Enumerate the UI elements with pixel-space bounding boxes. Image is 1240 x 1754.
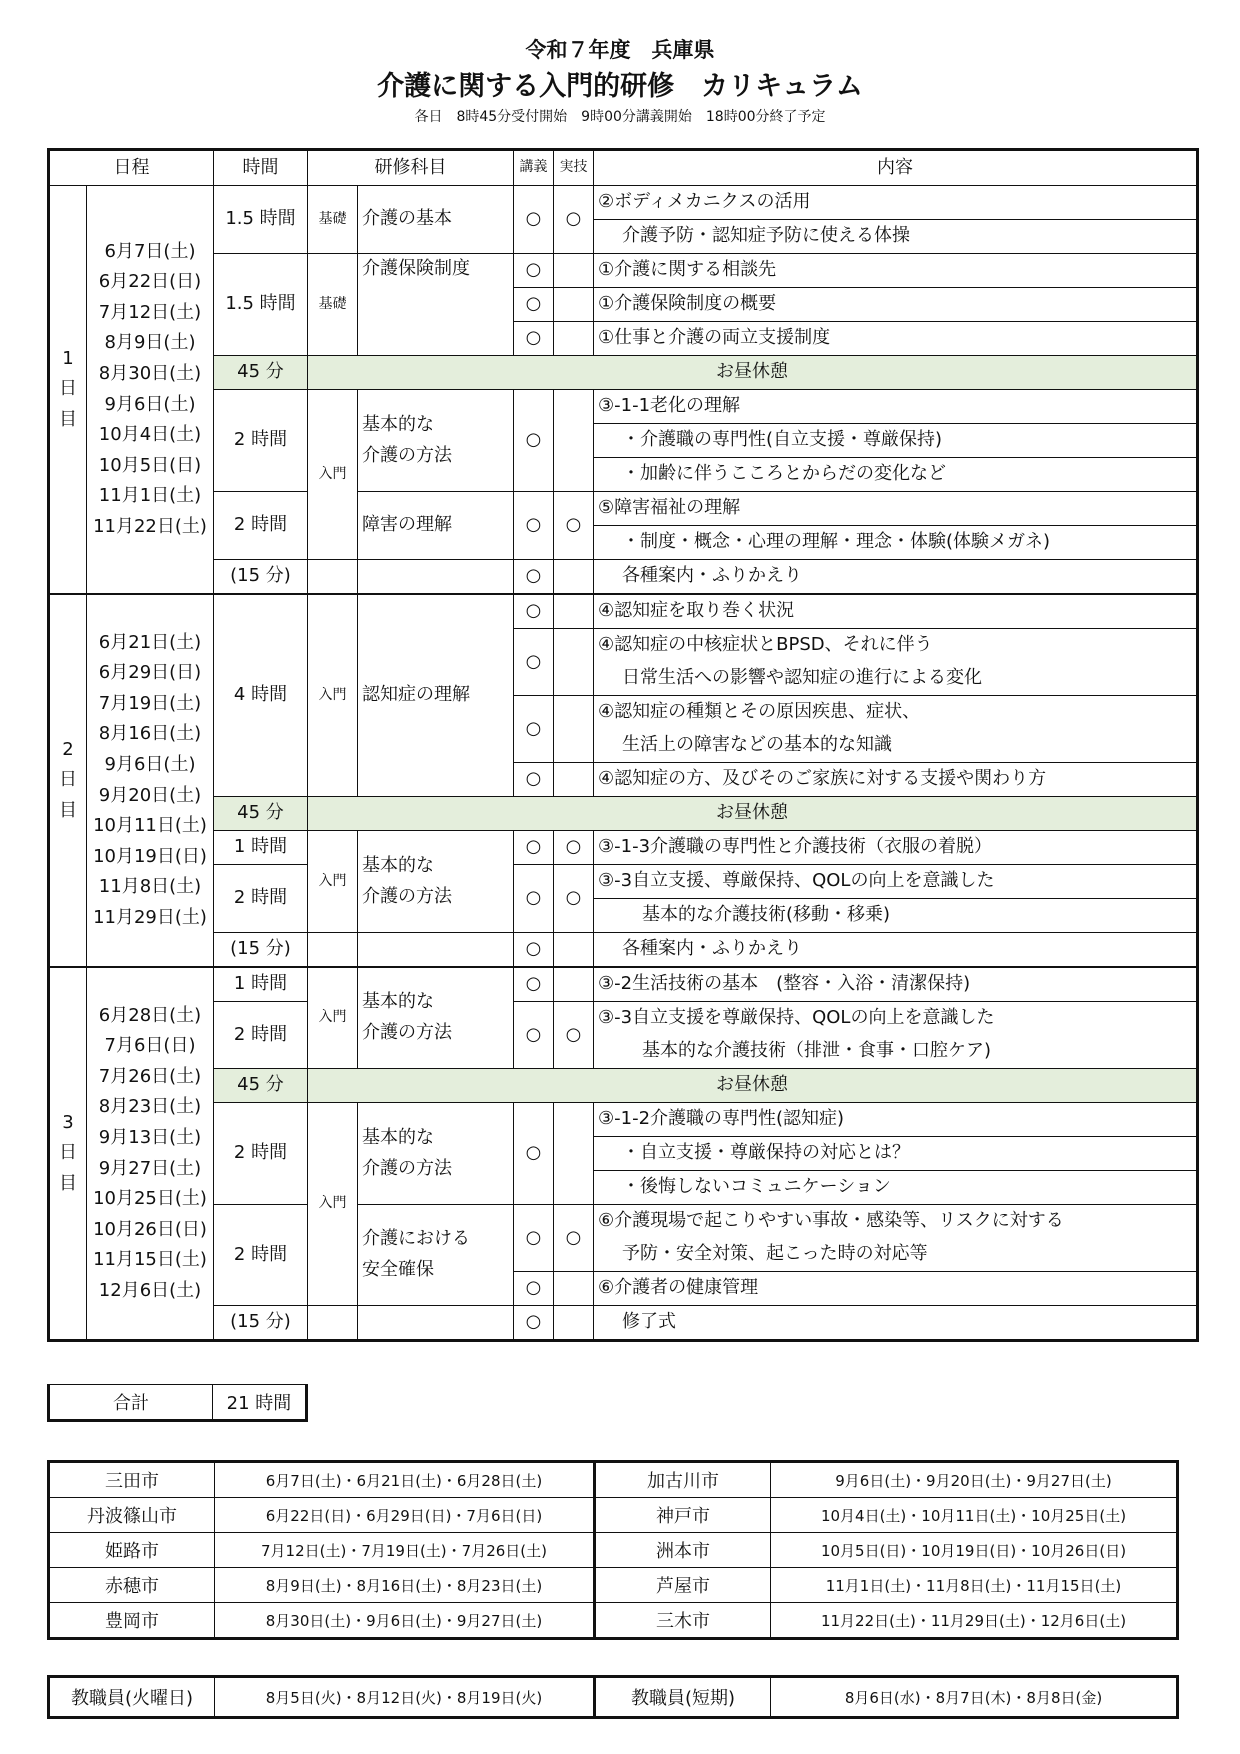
practice-empty [554,1306,594,1341]
day1-date: 6月22日(日) [98,271,202,293]
title-curriculum: 介護に関する入門的研修 カリキュラム [377,71,863,102]
city-dates: 7月12日(土)・7月19日(土)・7月26日(土) [215,1533,595,1568]
day1-label-me: 目 [59,408,77,430]
day1-date: 11月1日(土) [98,485,202,507]
practice-mark: ○ [554,492,594,560]
day3-date: 10月25日(土) [93,1188,207,1210]
day2-label [49,594,87,967]
day2-date: 6月21日(土) [98,631,202,653]
content-text: 日常生活への影響や認知症の進行による変化 [622,667,982,689]
staff-dates: 8月5日(火)・8月12日(火)・8月19日(火) [215,1677,595,1718]
schedule-note: 各日 8時45分受付開始 9時00分講義開始 18時00分終了予定 [414,109,826,125]
day1-date: 10月5日(日) [98,454,202,476]
subject-cell [358,967,514,1069]
content-cell: ⑥介護者の健康管理 [594,1272,1198,1306]
subject-line: 基本的な [362,1126,434,1148]
day3-date: 6月28日(土) [98,1004,202,1026]
time-cell: 1 時間 [214,831,308,865]
city-dates: 11月22日(土)・11月29日(土)・12月6日(土) [771,1603,1178,1639]
content-cell: ②ボディメカニクスの活用 [594,186,1198,220]
content-text: 生活上の障害などの基本的な知識 [622,734,892,756]
practice-empty [554,933,594,968]
content-cell [594,220,1198,254]
time-cell: 2 時間 [214,865,308,933]
day2-date: 10月11日(土) [93,815,207,837]
day3-date: 9月13日(土) [98,1126,202,1148]
practice-empty [554,254,594,288]
practice-empty [554,696,594,763]
lecture-mark: ○ [514,560,554,595]
title-year-prefecture: 令和７年度 兵庫県 [525,38,715,62]
day2-date: 9月6日(土) [104,753,196,775]
practice-empty [554,322,594,356]
content-cell: ①介護に関する相談先 [594,254,1198,288]
practice-empty [554,288,594,322]
practice-mark: ○ [554,1002,594,1069]
city-dates: 10月4日(土)・10月11日(土)・10月25日(土) [771,1498,1178,1533]
day3-date: 7月26日(土) [98,1065,202,1087]
content-cell [594,1171,1198,1205]
lecture-mark: ○ [514,865,554,933]
time-cell: 2 時間 [214,1103,308,1205]
time-cell: 2 時間 [214,1002,308,1069]
content-cell [594,1238,1198,1272]
practice-empty [554,1103,594,1205]
day3-label-day: 日 [59,1142,77,1164]
time-cell: (15 分) [214,1306,308,1341]
category-cell: 入門 [308,831,358,933]
content-cell [594,560,1198,595]
day1-date: 7月12日(土) [98,301,202,323]
category-cell: 基礎 [308,186,358,254]
city-row [49,1498,1178,1533]
content-cell [594,424,1198,458]
subject-line: 介護の方法 [362,1022,452,1043]
header-row [49,150,1198,186]
city-dates: 6月7日(土)・6月21日(土)・6月28日(土) [215,1462,595,1498]
staff-row [49,1677,1178,1718]
content-cell: ④認知症の方、及びそのご家族に対する支援や関わり方 [594,763,1198,797]
practice-mark: ○ [554,831,594,865]
category-empty [308,933,358,968]
content-text: 修了式 [622,1311,676,1333]
total-value: 21 時間 [213,1385,307,1421]
subject-line: 安全確保 [362,1259,434,1280]
content-text: 各種案内・ふりかえり [622,565,802,587]
content-cell: ⑥介護現場で起こりやすい事故・感染等、リスクに対する [594,1205,1198,1239]
content-cell: ③-3自立支援、尊厳保持、QOLの向上を意識した [594,865,1198,899]
day1-label-day: 日 [59,378,77,400]
lecture-mark: ○ [514,594,554,629]
curriculum-table [47,148,1199,1342]
subject-cell [358,1103,514,1205]
city-dates: 6月22日(日)・6月29日(日)・7月6日(日) [215,1498,595,1533]
practice-empty [554,967,594,1002]
lecture-mark: ○ [514,1205,554,1272]
subject-cell [358,1205,514,1306]
lecture-mark: ○ [514,254,554,288]
content-text: 基本的な介護技術(移動・移乗) [642,904,891,926]
col-lecture: 講義 [514,150,554,186]
city-row [49,1533,1178,1568]
lecture-mark: ○ [514,1272,554,1306]
content-text: 基本的な介護技術（排泄・食事・口腔ケア) [642,1040,992,1062]
city-row [49,1462,1178,1498]
total-label: 合計 [49,1385,213,1421]
practice-empty [554,1272,594,1306]
city-name: 三木市 [595,1603,771,1639]
col-content: 内容 [594,150,1198,186]
lunch-time: 45 分 [214,1069,308,1103]
content-cell [594,1306,1198,1341]
city-row [49,1568,1178,1603]
day1-date: 11月22日(土) [93,515,207,537]
practice-empty [554,629,594,696]
content-cell: ①仕事と介護の両立支援制度 [594,322,1198,356]
lecture-mark: ○ [514,492,554,560]
city-dates: 9月6日(土)・9月20日(土)・9月27日(土) [771,1462,1178,1498]
category-empty [308,1306,358,1341]
category-cell: 基礎 [308,254,358,356]
lecture-mark: ○ [514,967,554,1002]
lunch-time: 45 分 [214,797,308,831]
content-text: 予防・安全対策、起こった時の対応等 [622,1243,928,1265]
practice-mark: ○ [554,865,594,933]
time-cell: (15 分) [214,560,308,595]
day2-label-day: 日 [59,769,77,791]
day3-label-me: 目 [59,1172,77,1194]
subject-empty [358,933,514,968]
day2-date: 10月19日(日) [93,845,207,867]
lecture-mark: ○ [514,696,554,763]
day3-dates [87,967,214,1341]
subject-cell: 障害の理解 [358,492,514,560]
day2-date: 6月29日(日) [98,662,202,684]
day2-date: 11月8日(土) [98,876,202,898]
day3-date: 10月26日(日) [93,1218,207,1240]
lecture-mark: ○ [514,1103,554,1205]
staff-dates: 8月6日(水)・8月7日(木)・8月8日(金) [771,1677,1178,1718]
subject-line: 介護の方法 [362,1157,452,1179]
day1-date: 8月9日(土) [104,332,196,354]
day3-date: 12月6日(土) [98,1279,202,1301]
day2-dates [87,594,214,967]
content-text: ・後悔しないコミュニケーション [622,1176,891,1198]
lunch-break: お昼休憩 [308,1069,1198,1103]
city-name: 洲本市 [595,1533,771,1568]
city-dates: 11月1日(土)・11月8日(土)・11月15日(土) [771,1568,1178,1603]
content-cell: ①介護保険制度の概要 [594,288,1198,322]
day3-date: 9月27日(土) [98,1157,202,1179]
time-cell: 4 時間 [214,594,308,797]
lunch-time: 45 分 [214,356,308,390]
col-time: 時間 [214,150,308,186]
day3-date: 7月6日(日) [104,1035,196,1057]
subject-cell: 認知症の理解 [358,594,514,797]
total-table [47,1384,308,1422]
lecture-mark: ○ [514,763,554,797]
content-cell: ④認知症を取り巻く状況 [594,594,1198,629]
subject-line: 基本的な [362,991,434,1013]
content-cell [594,1035,1198,1069]
day1-date: 10月4日(土) [98,424,202,446]
day3-label [49,967,87,1341]
col-subject: 研修科目 [308,150,514,186]
category-cell: 入門 [308,390,358,560]
content-text: ・加齢に伴うこころとからだの変化など [622,463,946,485]
time-cell: 1 時間 [214,967,308,1002]
content-cell: ③-2生活技術の基本 (整容・入浴・清潔保持) [594,967,1198,1002]
content-cell [594,662,1198,696]
subject-cell [358,831,514,933]
content-cell: ④認知症の種類とその原因疾患、症状、 [594,696,1198,730]
subject-empty [358,1306,514,1341]
subject-line: 介護の方法 [362,444,452,466]
day2-date: 11月29日(土) [93,906,207,928]
subject-empty [358,560,514,595]
time-cell: 2 時間 [214,492,308,560]
day3-label-num: 3 [62,1111,74,1133]
city-name: 赤穂市 [49,1568,215,1603]
day1-label-num: 1 [62,347,74,369]
subject-line: 基本的な [362,854,434,876]
day2-label-num: 2 [62,738,74,760]
city-row [49,1603,1178,1639]
content-cell: ③-1-3介護職の専門性と介護技術（衣服の着脱） [594,831,1198,865]
day1-date: 8月30日(土) [98,362,202,384]
lecture-mark: ○ [514,933,554,968]
category-cell: 入門 [308,967,358,1069]
time-cell: 2 時間 [214,1205,308,1306]
staff-name: 教職員(短期) [595,1677,771,1718]
practice-mark: ○ [554,1205,594,1272]
practice-mark: ○ [554,186,594,254]
content-text: ・自立支援・尊厳保持の対応とは？ [622,1142,910,1164]
lunch-break: お昼休憩 [308,797,1198,831]
col-schedule: 日程 [49,150,214,186]
subject-cell: 介護保険制度 [358,254,514,356]
time-cell: 1.5 時間 [214,186,308,254]
content-text: ・制度・概念・心理の理解・理念・体験(体験メガネ) [622,531,1051,553]
practice-empty [554,560,594,595]
day2-label-me: 目 [59,799,77,821]
content-cell: ③-1-1老化の理解 [594,390,1198,424]
category-cell: 入門 [308,1103,358,1306]
time-cell: 2 時間 [214,390,308,492]
city-dates: 10月5日(日)・10月19日(日)・10月26日(日) [771,1533,1178,1568]
city-name: 神戸市 [595,1498,771,1533]
lecture-mark: ○ [514,186,554,254]
content-cell: ④認知症の中核症状とBPSD、それに伴う [594,629,1198,663]
subject-cell: 介護の基本 [358,186,514,254]
practice-empty [554,390,594,492]
content-cell [594,1137,1198,1171]
city-name: 芦屋市 [595,1568,771,1603]
city-name: 加古川市 [595,1462,771,1498]
subject-line: 介護の方法 [362,885,452,907]
lecture-mark: ○ [514,629,554,696]
time-cell: 1.5 時間 [214,254,308,356]
day2-date: 8月16日(土) [98,723,202,745]
city-schedule-table [47,1460,1179,1640]
staff-schedule-table [47,1675,1179,1719]
lecture-mark: ○ [514,390,554,492]
content-text: ・介護職の専門性(自立支援・尊厳保持) [622,429,943,451]
lunch-break: お昼休憩 [308,356,1198,390]
day2-date: 7月19日(土) [98,692,202,714]
lecture-mark: ○ [514,1306,554,1341]
category-cell: 入門 [308,594,358,797]
subject-line: 介護における [362,1228,470,1250]
content-cell [594,526,1198,560]
content-cell: ③-1-2介護職の専門性(認知症) [594,1103,1198,1137]
day1-dates [87,186,214,595]
content-cell [594,899,1198,933]
city-name: 丹波篠山市 [49,1498,215,1533]
content-text: 介護予防・認知症予防に使える体操 [622,225,910,247]
lecture-mark: ○ [514,322,554,356]
content-cell [594,458,1198,492]
city-name: 三田市 [49,1462,215,1498]
city-name: 豊岡市 [49,1603,215,1639]
practice-empty [554,763,594,797]
city-name: 姫路市 [49,1533,215,1568]
content-cell [594,729,1198,763]
subject-cell [358,390,514,492]
day3-date: 8月23日(土) [98,1096,202,1118]
lecture-mark: ○ [514,831,554,865]
lecture-mark: ○ [514,1002,554,1069]
staff-name: 教職員(火曜日) [49,1677,215,1718]
content-cell: ⑤障害福祉の理解 [594,492,1198,526]
content-text: 各種案内・ふりかえり [622,938,802,960]
practice-empty [554,594,594,629]
time-cell: (15 分) [214,933,308,968]
city-dates: 8月30日(土)・9月6日(土)・9月27日(土) [215,1603,595,1639]
day1-date: 6月7日(土) [104,240,196,262]
day1-date: 9月6日(土) [104,393,196,415]
lecture-mark: ○ [514,288,554,322]
day2-date: 9月20日(土) [98,784,202,806]
day3-date: 11月15日(土) [93,1249,207,1271]
content-cell [594,933,1198,968]
content-cell: ③-3自立支援を尊厳保持、QOLの向上を意識した [594,1002,1198,1036]
day1-label [49,186,87,595]
category-empty [308,560,358,595]
city-dates: 8月9日(土)・8月16日(土)・8月23日(土) [215,1568,595,1603]
subject-line: 基本的な [362,413,434,435]
col-practice: 実技 [554,150,594,186]
